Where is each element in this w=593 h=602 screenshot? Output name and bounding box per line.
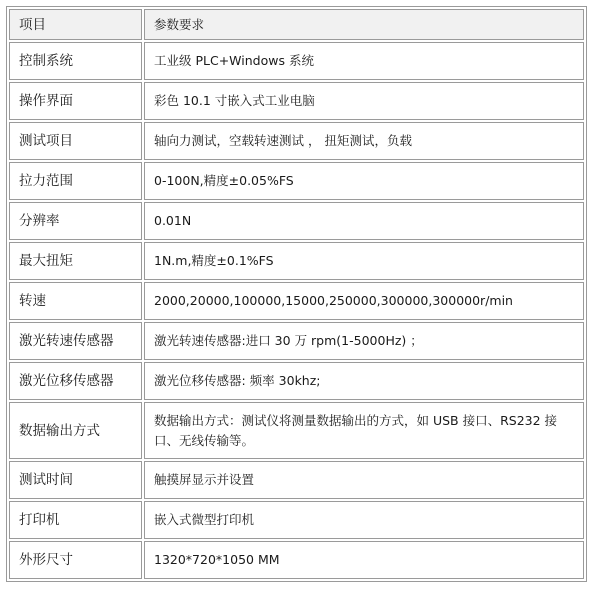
row-name-cell: 转速 — [9, 282, 142, 320]
spec-table-body — [9, 9, 584, 579]
row-name-cell: 激光转速传感器 — [9, 322, 142, 360]
row-value-cell: 工业级 PLC+Windows 系统 — [144, 42, 584, 80]
row-value-cell: 0-100N,精度±0.05%FS — [144, 162, 584, 200]
table-header-row — [9, 9, 584, 40]
table-row — [9, 122, 584, 160]
row-name-cell: 打印机 — [9, 501, 142, 539]
row-value-cell: 1N.m,精度±0.1%FS — [144, 242, 584, 280]
row-name-cell: 拉力范围 — [9, 162, 142, 200]
row-value-cell: 2000,20000,100000,15000,250000,300000,300000r/min — [144, 282, 584, 320]
table-row — [9, 202, 584, 240]
table-row — [9, 82, 584, 120]
row-name-cell: 最大扭矩 — [9, 242, 142, 280]
row-value-cell: 轴向力测试，空载转速测试 ， 扭矩测试，负载 — [144, 122, 584, 160]
row-name-cell: 外形尺寸 — [9, 541, 142, 579]
spec-table — [6, 6, 587, 582]
row-name-cell: 数据输出方式 — [9, 402, 142, 459]
header-requirement-cell: 参数要求 — [144, 9, 584, 40]
row-value-cell: 嵌入式微型打印机 — [144, 501, 584, 539]
table-row — [9, 501, 584, 539]
row-name-cell: 分辨率 — [9, 202, 142, 240]
table-row — [9, 162, 584, 200]
table-row — [9, 461, 584, 499]
row-value-cell: 彩色 10.1 寸嵌入式工业电脑 — [144, 82, 584, 120]
table-row — [9, 282, 584, 320]
row-name-cell: 测试时间 — [9, 461, 142, 499]
row-value-cell: 激光位移传感器: 频率 30khz; — [144, 362, 584, 400]
row-value-cell: 数据输出方式：测试仪将测量数据输出的方式，如 USB 接口、RS232 接口、无线传输等。 — [144, 402, 584, 459]
row-name-cell: 测试项目 — [9, 122, 142, 160]
table-row — [9, 541, 584, 579]
row-name-cell: 激光位移传感器 — [9, 362, 142, 400]
row-value-cell: 触摸屏显示并设置 — [144, 461, 584, 499]
table-row — [9, 322, 584, 360]
header-item-cell: 项目 — [9, 9, 142, 40]
table-row — [9, 42, 584, 80]
row-name-cell: 操作界面 — [9, 82, 142, 120]
row-value-cell: 激光转速传感器:进口 30 万 rpm(1-5000Hz) ； — [144, 322, 584, 360]
table-row — [9, 242, 584, 280]
row-value-cell: 0.01N — [144, 202, 584, 240]
table-row — [9, 362, 584, 400]
row-value-cell: 1320*720*1050 MM — [144, 541, 584, 579]
row-name-cell: 控制系统 — [9, 42, 142, 80]
table-row — [9, 402, 584, 459]
